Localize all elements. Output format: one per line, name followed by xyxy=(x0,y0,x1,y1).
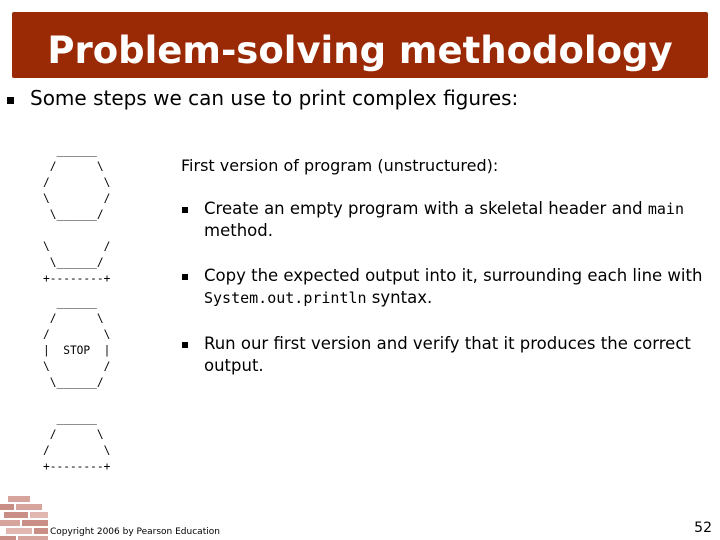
code-println: System.out.println xyxy=(204,289,367,307)
bullet-icon xyxy=(7,97,14,104)
ascii-block-4: ______ / \ / \ +--------+ xyxy=(43,412,111,473)
bullet-icon xyxy=(182,274,188,280)
step-text: syntax. xyxy=(366,288,433,307)
step-2 xyxy=(204,265,704,309)
step-text: Create an empty program with a skeletal header and xyxy=(204,199,648,218)
copyright-text: Copyright 2006 by Pearson Education xyxy=(50,527,220,537)
brick-decoration xyxy=(0,494,48,540)
code-main: main xyxy=(647,200,684,218)
bullet-icon xyxy=(182,207,188,213)
step-text: Copy the expected output into it, surrounding each line with xyxy=(204,266,703,285)
step-3 xyxy=(204,333,704,377)
step-1 xyxy=(204,198,704,242)
ascii-block-1: ______ / \ / \ \ / \______/ xyxy=(43,144,111,221)
ascii-figure xyxy=(43,143,110,475)
title-bar xyxy=(12,12,708,78)
slide-title: Problem-solving methodology xyxy=(47,28,673,72)
version-heading: First version of program (unstructured): xyxy=(181,156,499,175)
ascii-block-3: ______ / \ / \ | STOP | \ / \______/ xyxy=(43,296,111,389)
bullet-icon xyxy=(182,342,188,348)
page-number: 52 xyxy=(694,520,712,536)
ascii-block-2: \ / \______/ +--------+ xyxy=(43,240,111,285)
step-text: Run our first version and verify that it produces the correct output. xyxy=(204,334,691,375)
step-text: method. xyxy=(204,221,273,240)
intro-text: Some steps we can use to print complex figures: xyxy=(30,86,519,110)
